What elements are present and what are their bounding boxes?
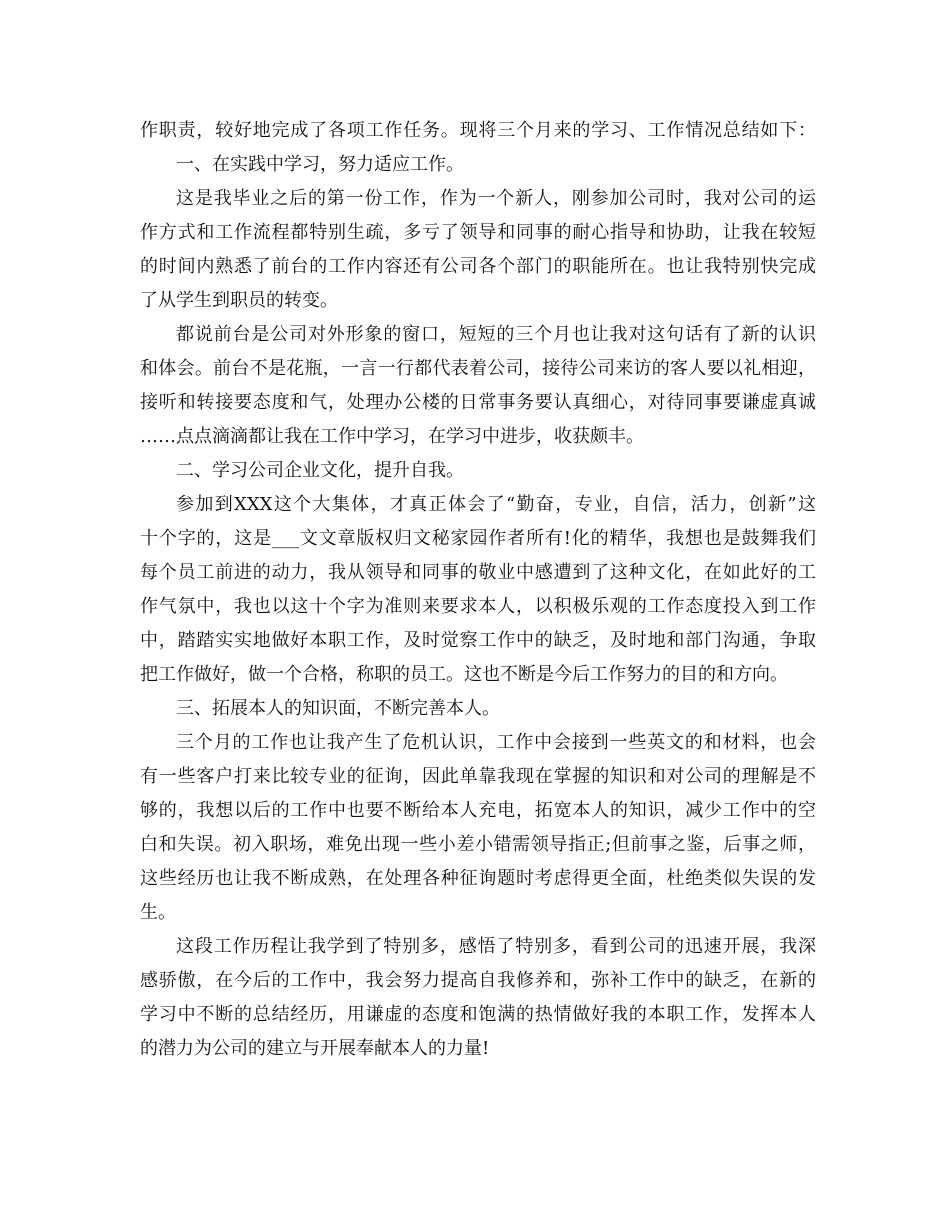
text-line: 的潜力为公司的建立与开展奉献本人的力量! xyxy=(140,1038,490,1059)
text-line: 二、学习公司企业文化，提升自我。 xyxy=(176,460,464,481)
text-line: 作方式和工作流程都特别生疏，多亏了领导和同事的耐心指导和协助，让我在较短 xyxy=(140,222,816,243)
text-line: 十个字的，这是___文文章版权归文秘家园作者所有!化的精华，我想也是鼓舞我们 xyxy=(140,528,816,549)
text-line: 这是我毕业之后的第一份工作，作为一个新人，刚参加公司时，我对公司的运 xyxy=(176,188,816,209)
text-line: 这段工作历程让我学到了特别多，感悟了特别多，看到公司的迅速开展，我深 xyxy=(176,936,816,957)
text-line: 每个员工前进的动力，我从领导和同事的敬业中感遭到了这种文化，在如此好的工 xyxy=(140,562,816,583)
text-line: 作气氛中，我也以这十个字为准则来要求本人，以积极乐观的工作态度投入到工作 xyxy=(140,596,816,617)
text-line: 这些经历也让我不断成熟，在处理各种征询题时考虑得更全面，杜绝类似失误的发 xyxy=(140,868,816,889)
text-line: 三、拓展本人的知识面，不断完善本人。 xyxy=(176,698,500,719)
text-line: ……点点滴滴都让我在工作中学习，在学习中进步，收获颇丰。 xyxy=(140,426,644,447)
text-line: 参加到XXX这个大集体，才真正体会了“勤奋，专业，自信，活力，创新”这 xyxy=(176,494,816,515)
text-line: 学习中不断的总结经历，用谦虚的态度和饱满的热情做好我的本职工作，发挥本人 xyxy=(140,1004,816,1025)
text-line: 接听和转接要态度和气，处理办公楼的日常事务要认真细心，对待同事要谦虚真诚 xyxy=(140,392,816,413)
text-line: 一、在实践中学习，努力适应工作。 xyxy=(176,154,464,175)
document-body xyxy=(140,114,816,1066)
text-line: 作职责，较好地完成了各项工作任务。现将三个月来的学习、工作情况总结如下： xyxy=(140,120,816,141)
text-line: 够的，我想以后的工作中也要不断给本人充电，拓宽本人的知识，减少工作中的空 xyxy=(140,800,816,821)
text-line: 和体会。前台不是花瓶，一言一行都代表着公司，接待公司来访的客人要以礼相迎， xyxy=(140,358,816,379)
text-line: 白和失误。初入职场，难免出现一些小差小错需领导指正;但前事之鉴，后事之师， xyxy=(140,834,816,855)
text-line: 把工作做好，做一个合格，称职的员工。这也不断是今后工作努力的目的和方向。 xyxy=(140,664,788,685)
text-line: 生。 xyxy=(140,902,176,923)
text-line: 感骄傲，在今后的工作中，我会努力提高自我修养和，弥补工作中的缺乏，在新的 xyxy=(140,970,816,991)
text-line: 三个月的工作也让我产生了危机认识，工作中会接到一些英文的和材料，也会 xyxy=(176,732,816,753)
text-line: 中，踏踏实实地做好本职工作，及时觉察工作中的缺乏，及时地和部门沟通，争取 xyxy=(140,630,816,651)
text-line: 都说前台是公司对外形象的窗口，短短的三个月也让我对这句话有了新的认识 xyxy=(176,324,816,345)
text-line: 的时间内熟悉了前台的工作内容还有公司各个部门的职能所在。也让我特别快完成 xyxy=(140,256,816,277)
text-line: 了从学生到职员的转变。 xyxy=(140,290,338,311)
text-line: 有一些客户打来比较专业的征询，因此单靠我现在掌握的知识和对公司的理解是不 xyxy=(140,766,816,787)
